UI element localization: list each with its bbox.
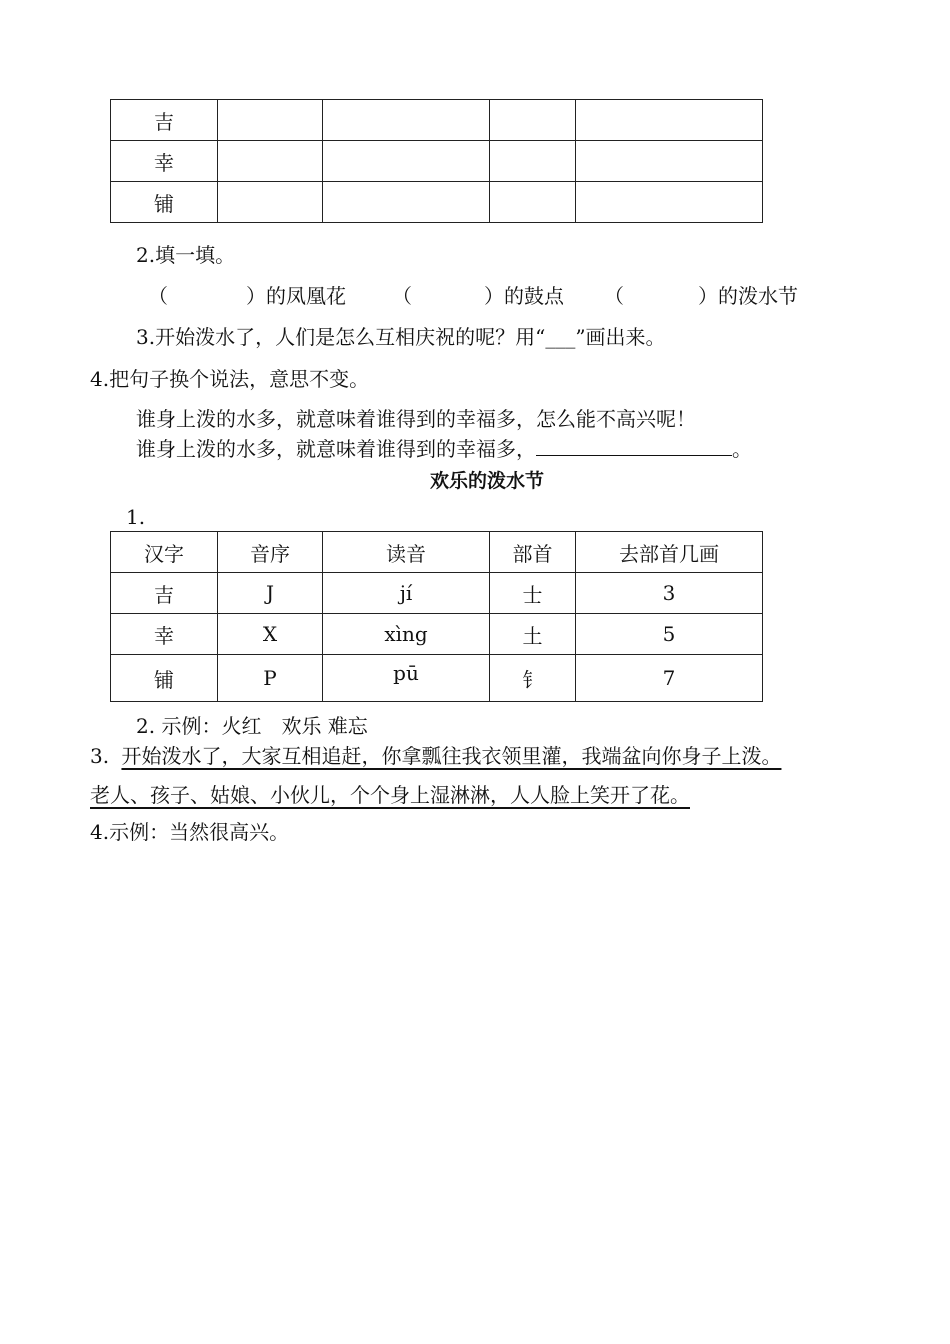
cell-radical: 钅 [490,655,576,702]
table-cell-blank[interactable] [490,182,576,223]
cell-pinyin: pū [323,655,490,702]
question-4-rewrite: 谁身上泼的水多，就意味着谁得到的幸福多， 。 [136,437,752,461]
column-header: 音序 [218,532,323,573]
table-row [111,614,763,655]
column-header: 读音 [323,532,490,573]
close-paren: ） [246,284,266,308]
table-cell-char: 吉 [111,100,218,141]
table-cell-blank[interactable] [576,141,763,182]
underline-sample: ___ [545,325,576,349]
open-paren: （ [604,284,624,308]
question-4-label: 4.把句子换个说法，意思不变。 [90,367,370,391]
question-4-sentence: 谁身上泼的水多，就意味着谁得到的幸福多，怎么能不高兴呢！ [136,407,696,431]
cell-index: P [218,655,323,702]
table-cell-blank[interactable] [490,141,576,182]
cell-strokes: 5 [576,614,763,655]
question-2-label: 2.填一填。 [136,243,236,267]
cell-char: 吉 [111,573,218,614]
answer-3-number: 3. [90,744,110,768]
answer-3-line-2: 老人、孩子、姑娘、小伙儿，个个身上湿淋淋，人人脸上笑开了花。 [90,783,690,807]
table-row [111,655,763,702]
cell-strokes: 3 [576,573,763,614]
column-header: 去部首几画 [576,532,763,573]
question-3: 3.开始泼水了，人们是怎么互相庆祝的呢？用“___”画出来。 [136,325,666,349]
answer-2: 2. 示例：火红 欢乐 难忘 [136,714,368,738]
table-row [111,100,763,141]
table-cell-blank[interactable] [323,141,490,182]
cell-pinyin: xìng [323,614,490,655]
table-cell-blank[interactable] [218,141,323,182]
rewrite-answer-blank[interactable] [536,437,732,456]
practice-table [110,99,763,223]
table-cell-char: 铺 [111,182,218,223]
cell-strokes: 7 [576,655,763,702]
table-cell-blank[interactable] [323,100,490,141]
answer-3-line-1: 开始泼水了，大家互相追赶，你拿瓢往我衣领里灌，我端盆向你身子上泼。 [121,744,782,768]
question-2-item-2 [392,280,564,309]
item-text: 的凤凰花 [266,284,346,308]
table-cell-char: 幸 [111,141,218,182]
column-header: 汉字 [111,532,218,573]
question-2-item-1 [148,280,346,309]
cell-radical: 士 [490,573,576,614]
cell-char: 幸 [111,614,218,655]
open-paren: （ [148,284,168,308]
close-paren: ） [698,284,718,308]
table-cell-blank[interactable] [490,100,576,141]
cell-index: X [218,614,323,655]
cell-index: J [218,573,323,614]
answer-1-label: 1. [126,505,146,529]
table-cell-blank[interactable] [218,100,323,141]
table-cell-blank[interactable] [218,182,323,223]
cell-radical: 土 [490,614,576,655]
question-2-item-3 [604,280,798,309]
table-row [111,141,763,182]
answer-table [110,531,763,702]
cell-char: 铺 [111,655,218,702]
cell-pinyin: jí [323,573,490,614]
answer-title: 欢乐的泼水节 [430,470,545,492]
item-text: 的鼓点 [504,284,564,308]
table-row [111,573,763,614]
answer-3 [90,740,781,769]
close-paren: ） [484,284,504,308]
item-text: 的泼水节 [718,284,798,308]
table-row [111,182,763,223]
open-paren: （ [392,284,412,308]
column-header: 部首 [490,532,576,573]
answer-4: 4.示例：当然很高兴。 [90,820,290,844]
table-cell-blank[interactable] [576,100,763,141]
table-header-row [111,532,763,573]
table-cell-blank[interactable] [323,182,490,223]
table-cell-blank[interactable] [576,182,763,223]
